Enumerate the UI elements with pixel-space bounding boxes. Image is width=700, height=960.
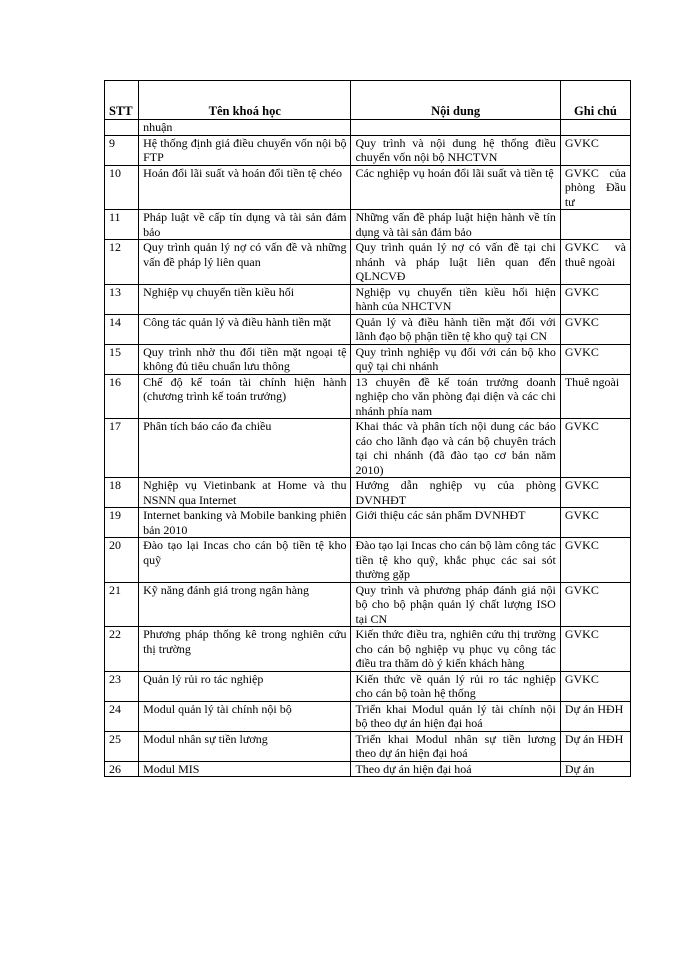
table-row — [105, 284, 631, 314]
cell-note: GVKC và thuê ngoài — [560, 240, 630, 285]
cell-note: Dự án HĐH — [560, 731, 630, 761]
cell-note: Dự án HĐH — [560, 701, 630, 731]
cell-content: Kiến thức về quản lý rủi ro tác nghiệp cho cán bộ toàn hệ thống — [351, 671, 560, 701]
cell-course-name: Internet banking và Mobile banking phiên bản 2010 — [139, 508, 351, 538]
cell-content — [351, 120, 560, 136]
table-row — [105, 538, 631, 583]
cell-content: Đào tạo lại Incas cho cán bộ làm công tác tiền tệ kho quỹ, khắc phục các sai sót thường gặp — [351, 538, 560, 583]
table-row — [105, 165, 631, 210]
cell-stt: 18 — [105, 478, 139, 508]
cell-note: GVKC — [560, 538, 630, 583]
cell-stt: 14 — [105, 314, 139, 344]
cell-course-name: Phương pháp thống kê trong nghiên cứu thị trường — [139, 627, 351, 672]
cell-stt — [105, 120, 139, 136]
cell-note: GVKC — [560, 344, 630, 374]
cell-course-name: Nghiệp vụ chuyển tiền kiều hối — [139, 284, 351, 314]
cell-course-name: Modul nhân sự tiền lương — [139, 731, 351, 761]
cell-stt: 24 — [105, 701, 139, 731]
header-course-name: Tên khoá học — [139, 81, 351, 120]
cell-content: Quy trình quản lý nợ có vấn đề tại chi nhánh và pháp luật liên quan đến QLNCVĐ — [351, 240, 560, 285]
cell-stt: 13 — [105, 284, 139, 314]
table-row — [105, 508, 631, 538]
cell-stt: 21 — [105, 582, 139, 627]
table-row — [105, 671, 631, 701]
cell-content: Triển khai Modul quản lý tài chính nội bộ theo dự án hiện đại hoá — [351, 701, 560, 731]
cell-course-name: Quản lý rủi ro tác nghiệp — [139, 671, 351, 701]
table-row — [105, 761, 631, 777]
cell-stt: 15 — [105, 344, 139, 374]
header-content: Nội dung — [351, 81, 560, 120]
cell-content: Quy trình và phương pháp đánh giá nội bộ cho bộ phận quản lý chất lượng ISO tại CN — [351, 582, 560, 627]
cell-course-name: Công tác quản lý và điều hành tiền mặt — [139, 314, 351, 344]
cell-note: GVKC của phòng Đầu tư — [560, 165, 630, 210]
cell-note — [560, 120, 630, 136]
table-row — [105, 627, 631, 672]
table-row — [105, 374, 631, 419]
cell-stt: 20 — [105, 538, 139, 583]
cell-note: Dự án — [560, 761, 630, 777]
cell-content: Giới thiệu các sản phẩm DVNHĐT — [351, 508, 560, 538]
cell-course-name: Kỹ năng đánh giá trong ngân hàng — [139, 582, 351, 627]
cell-stt: 23 — [105, 671, 139, 701]
cell-stt: 10 — [105, 165, 139, 210]
continued-row — [105, 120, 631, 136]
cell-course-name: Nghiệp vụ Vietinbank at Home và thu NSNN qua Internet — [139, 478, 351, 508]
cell-stt: 12 — [105, 240, 139, 285]
cell-note — [560, 210, 630, 240]
cell-content: Các nghiệp vụ hoán đổi lãi suất và tiền tệ — [351, 165, 560, 210]
cell-stt: 19 — [105, 508, 139, 538]
cell-note: GVKC — [560, 419, 630, 478]
table-row — [105, 701, 631, 731]
table-row — [105, 344, 631, 374]
cell-stt: 9 — [105, 135, 139, 165]
table-row — [105, 582, 631, 627]
table-header-row — [105, 81, 631, 120]
cell-stt: 11 — [105, 210, 139, 240]
cell-content: Quy trình nghiệp vụ đối với cán bộ kho quỹ tại chi nhánh — [351, 344, 560, 374]
cell-content: Hướng dẫn nghiệp vụ của phòng DVNHĐT — [351, 478, 560, 508]
cell-note: GVKC — [560, 582, 630, 627]
table-row — [105, 478, 631, 508]
cell-stt: 17 — [105, 419, 139, 478]
cell-note: GVKC — [560, 671, 630, 701]
cell-course-name: Modul MIS — [139, 761, 351, 777]
cell-note: GVKC — [560, 284, 630, 314]
cell-note: GVKC — [560, 627, 630, 672]
cell-course-name: Hệ thống định giá điều chuyển vốn nội bộ FTP — [139, 135, 351, 165]
cell-course-name: Hoán đổi lãi suất và hoán đổi tiền tệ chéo — [139, 165, 351, 210]
cell-content: Những vấn đề pháp luật hiện hành về tín dụng và tài sản đảm bảo — [351, 210, 560, 240]
cell-note: GVKC — [560, 478, 630, 508]
table-row — [105, 314, 631, 344]
cell-note: GVKC — [560, 508, 630, 538]
cell-course-name: Pháp luật về cấp tín dụng và tài sản đảm bảo — [139, 210, 351, 240]
cell-stt: 25 — [105, 731, 139, 761]
cell-note: GVKC — [560, 135, 630, 165]
table-row — [105, 731, 631, 761]
cell-content: Theo dự án hiện đại hoá — [351, 761, 560, 777]
table-row — [105, 240, 631, 285]
cell-course-name: Đào tạo lại Incas cho cán bộ tiền tệ kho quỹ — [139, 538, 351, 583]
cell-stt: 16 — [105, 374, 139, 419]
cell-stt: 26 — [105, 761, 139, 777]
cell-note: GVKC — [560, 314, 630, 344]
cell-content: 13 chuyên đề kế toán trưởng doanh nghiệp cho văn phòng đại diện và các chi nhánh phía nam — [351, 374, 560, 419]
course-table — [104, 80, 631, 777]
cell-content: Triển khai Modul nhân sự tiền lương theo dự án hiện đại hoá — [351, 731, 560, 761]
cell-content: Khai thác và phân tích nội dung các báo cáo cho lãnh đạo và cán bộ chuyên trách tại chi nhánh (đã đào tạo cơ bản năm 2010) — [351, 419, 560, 478]
cell-content: Quy trình và nội dung hệ thống điều chuyển vốn nội bộ NHCTVN — [351, 135, 560, 165]
cell-course-name: Phân tích báo cáo đa chiều — [139, 419, 351, 478]
cell-note: Thuê ngoài — [560, 374, 630, 419]
table-row — [105, 419, 631, 478]
header-stt: STT — [105, 81, 139, 120]
cell-content: Nghiệp vụ chuyển tiền kiều hối hiện hành của NHCTVN — [351, 284, 560, 314]
cell-content: Quản lý và điều hành tiền mặt đối với lãnh đạo bộ phận tiền tệ kho quỹ tại CN — [351, 314, 560, 344]
header-note: Ghi chú — [560, 81, 630, 120]
table-body — [105, 120, 631, 777]
cell-content: Kiến thức điều tra, nghiên cứu thị trường cho cán bộ nghiệp vụ phục vụ công tác điều tra thăm dò ý kiến khách hàng — [351, 627, 560, 672]
cell-course-name: Chế độ kế toán tài chính hiện hành (chương trình kế toán trưởng) — [139, 374, 351, 419]
cell-continued-text: nhuận — [139, 120, 351, 136]
cell-course-name: Quy trình nhờ thu đổi tiền mặt ngoại tệ không đủ tiêu chuẩn lưu thông — [139, 344, 351, 374]
cell-stt: 22 — [105, 627, 139, 672]
cell-course-name: Modul quản lý tài chính nội bộ — [139, 701, 351, 731]
table-row — [105, 210, 631, 240]
table-row — [105, 135, 631, 165]
cell-course-name: Quy trình quản lý nợ có vấn đề và những vấn đề pháp lý liên quan — [139, 240, 351, 285]
